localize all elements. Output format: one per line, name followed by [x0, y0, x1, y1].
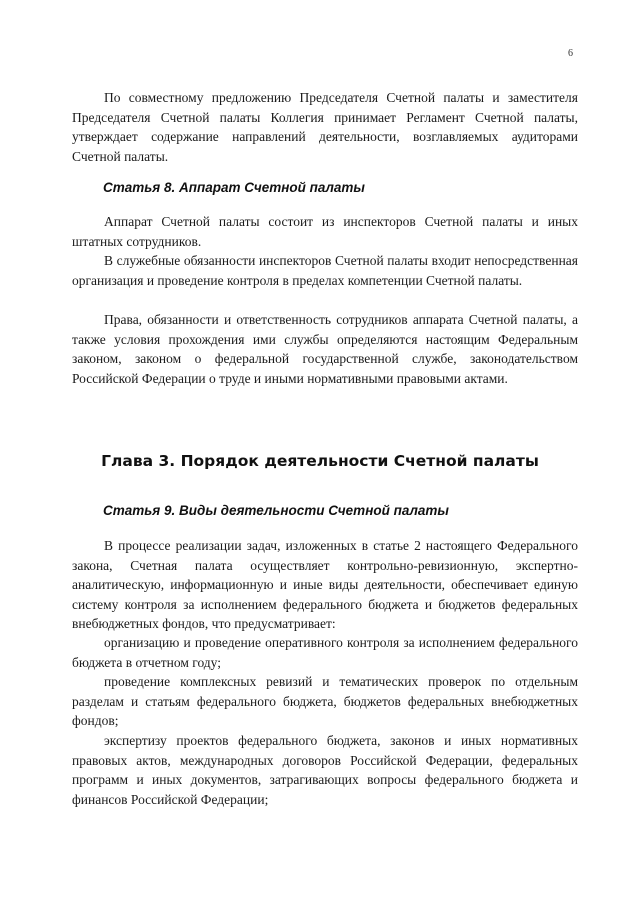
- list-item: экспертизу проектов федерального бюджета, законов и иных нормативных правовых актов, международных договоров Российской Федерации, федеральных программ и иных документов, затрагивающих вопросы федерального бюджета и финансов Российской Федерации;: [72, 733, 578, 807]
- paragraph: В служебные обязанности инспекторов Счетной палаты входит непосредственная организация и проведение контроля в пределах компетенции Счетной палаты.: [72, 253, 578, 288]
- paragraph: Права, обязанности и ответственность сотрудников аппарата Счетной палаты, а также условия прохождения ими службы определяются настоящим Федеральным законом, законом о федеральной государственной службе, законодательством Российской Федерации о труде и иными нормативными правовыми актами.: [72, 312, 578, 386]
- list-item: организацию и проведение оперативного контроля за исполнением федерального бюджета в отчетном году;: [72, 635, 578, 670]
- page-number: 6: [568, 48, 573, 59]
- paragraph: В процессе реализации задач, изложенных в статье 2 настоящего Федерального закона, Счетная палата осуществляет контрольно-ревизионную, экспертно-аналитическую, информационную и иные виды деятельности, обеспечивает единую систему контроля за исполнением федерального бюджета и бюджетов федеральных внебюджетных фондов, что предусматривает:: [72, 538, 578, 631]
- list-item: проведение комплексных ревизий и тематических проверок по отдельным разделам и статьям федерального бюджета, бюджетов федеральных внебюджетных фондов;: [72, 674, 578, 728]
- article-9-heading: Статья 9. Виды деятельности Счетной палаты: [103, 503, 449, 518]
- article-8-heading: Статья 8. Аппарат Счетной палаты: [103, 180, 365, 195]
- paragraph: Аппарат Счетной палаты состоит из инспекторов Счетной палаты и иных штатных сотрудников.: [72, 214, 578, 249]
- paragraph: По совместному предложению Председателя Счетной палаты и заместителя Председателя Счетной палаты Коллегия принимает Регламент Счетной палаты, утверждает содержание направлений деятельности, возглавляемых аудиторами Счетной палаты.: [72, 90, 578, 164]
- chapter-3-heading: Глава 3. Порядок деятельности Счетной палаты: [101, 452, 539, 470]
